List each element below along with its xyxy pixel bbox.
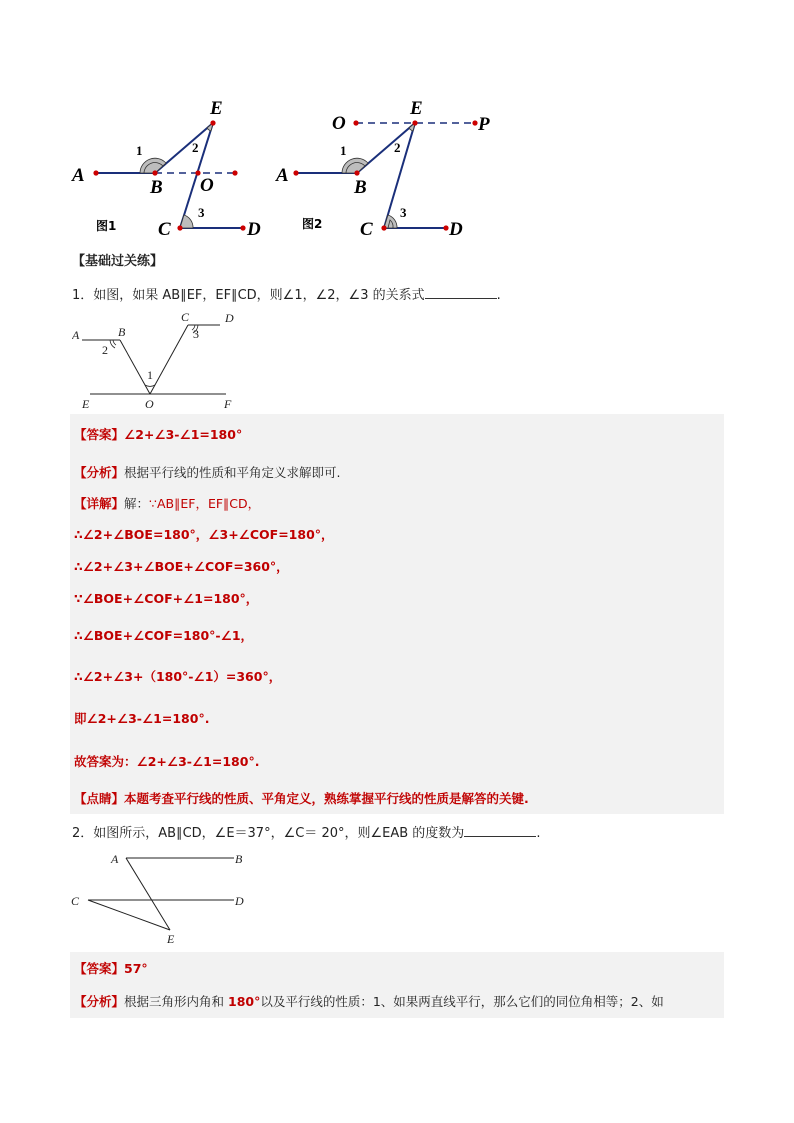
question-1-blank[interactable]	[425, 286, 497, 299]
q1-comment-tag: 【点睛】	[74, 791, 125, 806]
q2-fig-label-C: C	[71, 894, 80, 908]
q1-fig-label-F: F	[224, 397, 232, 411]
fig2-label-O: O	[332, 113, 346, 134]
fig2-angle-2: 2	[394, 140, 401, 155]
fig1-label-B: B	[150, 177, 163, 198]
fig2-label-A: A	[276, 165, 289, 186]
q1-analysis: 根据平行线的性质和平角定义求解即可.	[124, 465, 341, 480]
q1-answer-tag: 【答案】	[74, 427, 125, 442]
q1-detail-pre: 解：	[124, 496, 150, 511]
q1-step-7: 故答案为：∠2+∠3-∠1=180°.	[70, 740, 724, 784]
q1-fig-label-B: B	[118, 325, 126, 339]
section-title: 【基础过关练】	[72, 254, 164, 269]
q1-fig-angle-3: 3	[193, 327, 199, 341]
q1-fig-label-O: O	[145, 397, 154, 411]
figure-2	[275, 98, 490, 240]
question-2-text: 2．如图所示，AB∥CD，∠E＝37°，∠C＝ 20°，则∠EAB 的度数为	[72, 826, 465, 841]
q2-answer-tag: 【答案】	[74, 961, 125, 976]
q1-analysis-tag: 【分析】	[74, 465, 125, 480]
question-2-end: .	[536, 826, 541, 841]
fig1-angle-2: 2	[192, 140, 199, 155]
question-2-figure	[66, 846, 266, 950]
q1-fig-label-D: D	[225, 311, 234, 325]
q1-detail: ∵AB∥EF，EF∥CD，	[149, 496, 261, 511]
q2-analysis-tag: 【分析】	[74, 994, 125, 1009]
fig1-label-O: O	[200, 175, 214, 196]
question-2-blank[interactable]	[464, 824, 536, 837]
fig2-label-D: D	[449, 219, 463, 240]
fig1-angle-1: 1	[136, 143, 143, 158]
q1-step-1: ∴∠2+∠BOE=180°，∠3+∠COF=180°，	[70, 518, 724, 552]
q1-fig-label-C: C	[181, 310, 190, 324]
q2-fig-label-A: A	[111, 852, 119, 866]
fig1-caption: 图1	[96, 219, 117, 233]
question-2	[72, 822, 540, 841]
fig2-angle-3: 3	[400, 205, 407, 220]
fig2-label-B: B	[354, 177, 367, 198]
question-1	[72, 284, 501, 303]
fig2-angle-1: 1	[340, 143, 347, 158]
q1-comment-row	[70, 784, 724, 814]
q1-detail-tag: 【详解】	[74, 496, 125, 511]
q2-answer-row	[70, 952, 724, 986]
question-1-text: 1．如图，如果 AB∥EF，EF∥CD，则∠1，∠2，∠3 的关系式	[72, 288, 425, 303]
q1-answer: ∠2+∠3-∠1=180°	[124, 427, 243, 442]
fig1-angle-3: 3	[198, 205, 205, 220]
q2-analysis-row	[70, 986, 724, 1018]
top-figures	[60, 90, 520, 250]
fig1-label-D: D	[247, 219, 261, 240]
q2-analysis-post: 以及平行线的性质：1、如果两直线平行，那么它们的同位角相等；2、如	[260, 994, 664, 1009]
q1-fig-angle-1: 1	[147, 368, 153, 382]
fig2-label-E: E	[410, 98, 423, 119]
q1-fig-angle-2: 2	[102, 343, 108, 357]
q1-step-4: ∴∠BOE+∠COF=180°-∠1，	[70, 616, 724, 656]
q1-step-5: ∴∠2+∠3+（180°-∠1）=360°，	[70, 656, 724, 698]
q1-comment: 本题考查平行线的性质、平角定义，熟练掌握平行线的性质是解答的关键.	[124, 791, 529, 806]
q1-detail-row	[70, 490, 724, 518]
q2-analysis-num: 180°	[228, 994, 261, 1009]
question-1-figure	[72, 308, 252, 412]
q2-analysis-pre: 根据三角形内角和	[124, 994, 228, 1009]
fig1-label-E: E	[210, 98, 223, 119]
fig1-label-C: C	[158, 219, 171, 240]
q1-answer-row	[70, 414, 724, 456]
q1-fig-label-E: E	[82, 397, 90, 411]
fig2-label-C: C	[360, 219, 373, 240]
q1-fig-label-A: A	[72, 328, 80, 342]
question-1-end: .	[496, 288, 501, 303]
fig2-label-P: P	[478, 114, 490, 135]
figure-1	[71, 98, 261, 240]
fig2-caption: 图2	[302, 217, 323, 231]
fig1-label-A: A	[72, 165, 85, 186]
q2-fig-label-E: E	[167, 932, 175, 946]
q1-analysis-row	[70, 456, 724, 490]
q2-fig-label-B: B	[235, 852, 243, 866]
q1-step-3: ∵∠BOE+∠COF+∠1=180°，	[70, 582, 724, 616]
q2-answer: 57°	[124, 961, 148, 976]
q1-step-2: ∴∠2+∠3+∠BOE+∠COF=360°，	[70, 552, 724, 582]
q1-step-6: 即∠2+∠3-∠1=180°.	[70, 698, 724, 740]
q2-fig-label-D: D	[235, 894, 244, 908]
